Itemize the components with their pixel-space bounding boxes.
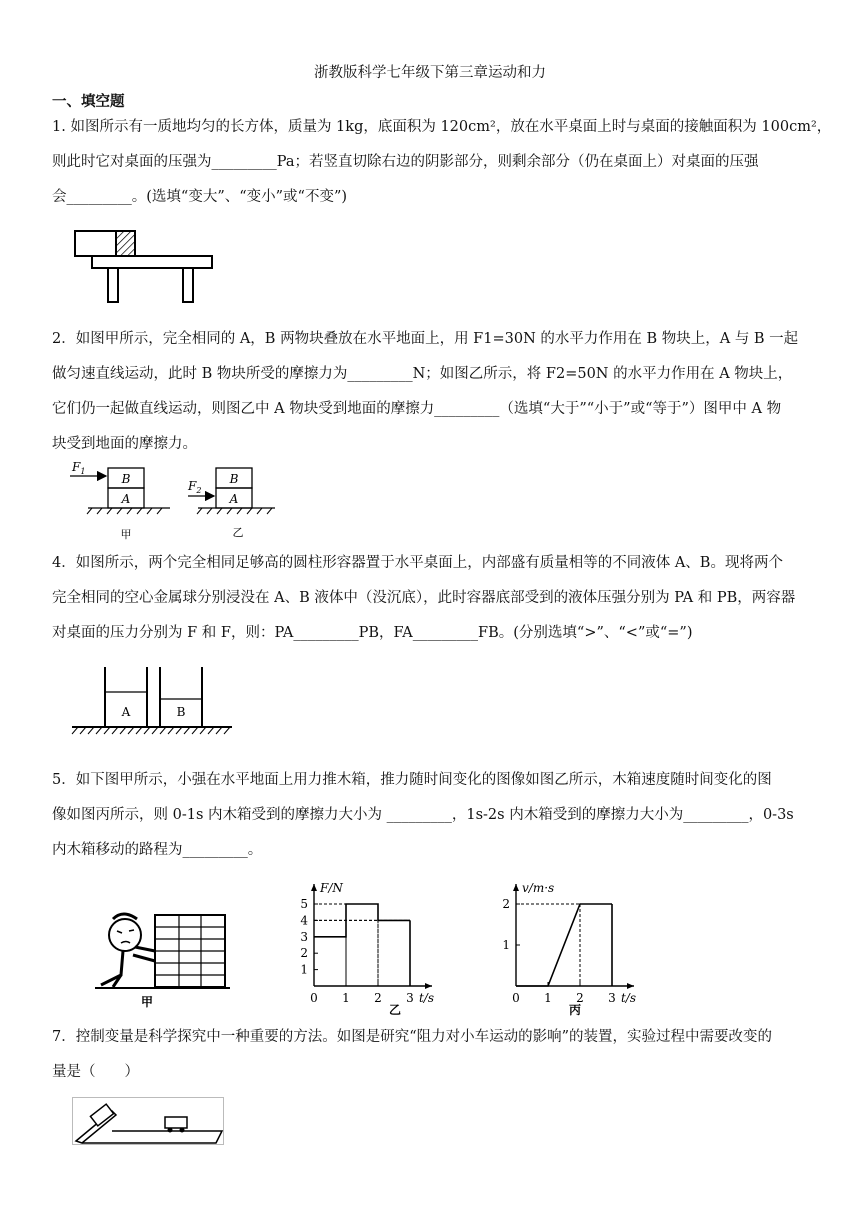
figure-label-yi: 乙 [232, 526, 244, 539]
q5-line1: 5．如下图甲所示，小强在水平地面上用力推木箱，推力随时间变化的图像如图乙所示，木箱速度随时间变化的图 [52, 772, 772, 788]
figure-label-bing-q5: 丙 [568, 1003, 582, 1016]
force-chart-y-tick-label: 2 [300, 946, 308, 961]
block-b-left-label: B [121, 472, 131, 486]
cart-on-ramp [90, 1104, 113, 1126]
q4-line1: 4．如图所示，两个完全相同足够高的圆柱形容器置于水平桌面上，内部盛有质量相等的不同液体 A、B。现将两个 [52, 555, 783, 571]
section-heading: 一、填空题 [52, 94, 125, 110]
q2-line3: 它们仍一起做直线运动，则图乙中 A 物块受到地面的摩擦力_________（选填“大于”“小于”或“等于”）图甲中 A 物 [52, 401, 782, 417]
figure-label-yi-q5: 乙 [388, 1003, 402, 1016]
table-leg-left [108, 268, 118, 302]
q1-block-on-table-figure [70, 228, 220, 308]
velocity-chart-series-line [516, 904, 612, 986]
cart-on-board [165, 1117, 187, 1128]
velocity-chart-x-axis-arrow [627, 983, 634, 989]
q4-line3: 对桌面的压力分别为 F 和 F，则：PA_________PB，FA_________FB。(分别选填“>”、“<”或“=”) [52, 625, 693, 641]
block-a-left-label: A [121, 492, 131, 506]
question-4 [52, 546, 812, 651]
q5-line2: 像如图丙所示，则 0-1s 内木箱受到的摩擦力大小为 _________，1s-2s 内木箱受到的摩擦力大小为_________，0-3s [52, 807, 794, 823]
q2-line2: 做匀速直线运动，此时 B 物块所受的摩擦力为_________N；如图乙所示，将 F2=50N 的水平力作用在 A 物块上， [52, 366, 793, 382]
velocity-time-chart-plot [502, 881, 636, 1005]
q4-containers-figure [70, 662, 240, 742]
force-chart-y-tick-label: 5 [300, 897, 308, 911]
velocity-chart-y-axis-arrow [513, 884, 519, 891]
q2-line4: 块受到地面的摩擦力。 [52, 436, 197, 452]
q2-line1: 2．如图甲所示，完全相同的 A，B 两物块叠放在水平地面上，用 F1=30N 的水平力作用在 B 物块上，A 与 B 一起 [52, 331, 799, 347]
velocity-chart-y-tick-label: 2 [502, 897, 510, 911]
question-2 [52, 322, 812, 462]
q7-incline-cart-figure [72, 1097, 224, 1147]
liquid-a-label: A [121, 705, 131, 719]
velocity-time-chart [490, 868, 660, 1016]
shaded-part [116, 231, 135, 256]
velocity-chart-x-tick-label: 0 [512, 991, 520, 1005]
velocity-chart-x-tick-label: 1 [544, 991, 552, 1005]
figure-label-jia: 甲 [120, 528, 132, 541]
q1-line2: 则此时它对桌面的压强为_________Pa；若竖直切除右边的阴影部分，则剩余部分（仍在桌面上）对桌面的压强 [52, 154, 759, 170]
block-b-right-label: B [229, 472, 239, 486]
ground-hatch-left [87, 508, 162, 514]
q7-line1: 7．控制变量是科学探究中一种重要的方法。如图是研究“阻力对小车运动的影响”的装置，实验过程中需要改变的 [52, 1029, 773, 1045]
force-chart-y-tick-label: 3 [300, 929, 308, 944]
question-1 [52, 110, 832, 215]
horizontal-board [82, 1131, 222, 1143]
force-chart-x-axis-label: t/s [418, 991, 434, 1005]
force-chart-y-axis-label: F/N [320, 881, 343, 895]
force-chart-y-tick-label: 1 [300, 962, 308, 977]
q2-stacked-blocks-figure [60, 458, 280, 543]
ground-hatch-right [197, 508, 272, 514]
velocity-chart-y-tick-label: 1 [502, 938, 510, 952]
force-chart-y-axis-arrow [311, 884, 317, 891]
force-label-f1: $F_1$ [72, 460, 86, 476]
force-chart-x-tick-label: 3 [406, 991, 414, 1005]
liquid-b-label: B [176, 705, 186, 719]
table-hatch [72, 727, 230, 734]
q7-line2: 量是（ ） [52, 1064, 139, 1080]
table-leg-right [183, 268, 193, 302]
force-chart-x-tick-label: 0 [310, 991, 318, 1005]
velocity-chart-x-tick-label: 2 [576, 991, 584, 1005]
block-a-right-label: A [229, 492, 239, 506]
velocity-chart-y-axis-label: v/m·s [522, 881, 555, 895]
q1-line3: 会_________。(选填“变大”、“变小”或“不变”) [52, 189, 348, 205]
cart-wheel [180, 1128, 185, 1133]
question-5 [52, 763, 812, 868]
q5-person-pushing-crate [95, 905, 235, 1010]
force-chart-x-tick-label: 1 [342, 991, 350, 1005]
person-arms [133, 947, 155, 961]
q4-line2: 完全相同的空心金属球分别浸没在 A、B 液体中（没沉底），此时容器底部受到的液体压强分别为 PA 和 PB，两容器 [52, 590, 796, 606]
q1-line1: 1. 如图所示有一质地均匀的长方体，质量为 1kg，底面积为 120cm²，放在水平桌面上时与桌面的接触面积为 100cm²， [52, 119, 832, 135]
force-chart-x-axis-arrow [425, 983, 432, 989]
q5-line3: 内木箱移动的路程为_________。 [52, 842, 263, 858]
cart-wheel [168, 1128, 173, 1133]
velocity-chart-x-tick-label: 3 [608, 991, 616, 1005]
figure-label-jia-q5: 甲 [140, 995, 154, 1009]
force-chart-y-tick-label: 4 [300, 913, 308, 928]
question-7 [52, 1020, 812, 1090]
velocity-chart-x-axis-label: t/s [620, 991, 636, 1005]
table-top [92, 256, 212, 268]
force-time-chart [282, 868, 452, 1016]
force-label-f2: $F_2$ [188, 479, 202, 495]
person-body [101, 951, 123, 985]
force-chart-x-tick-label: 2 [374, 991, 382, 1005]
force-time-chart-plot [300, 881, 434, 1005]
page-title: 浙教版科学七年级下第三章运动和力 [314, 65, 546, 81]
